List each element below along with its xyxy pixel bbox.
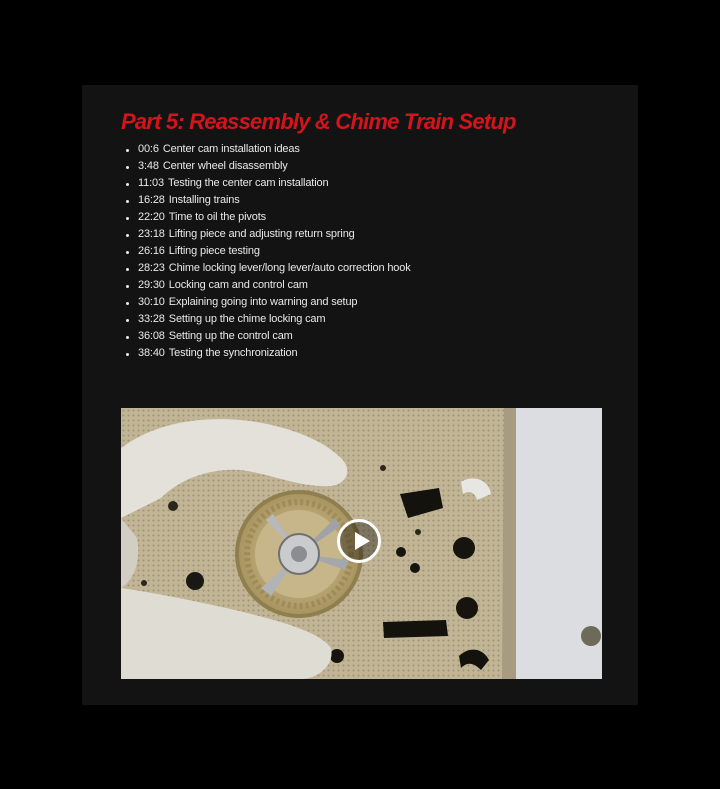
chapter-timestamp: 29:30: [138, 279, 165, 291]
list-item[interactable]: [138, 328, 411, 345]
play-button[interactable]: [337, 519, 381, 563]
list-item[interactable]: [138, 226, 411, 243]
section-title: Part 5: Reassembly & Chime Train Setup: [121, 109, 516, 134]
chapter-timestamp: 26:16: [138, 245, 165, 257]
chapter-timestamp: 30:10: [138, 296, 165, 308]
list-item[interactable]: [138, 192, 411, 209]
chapter-list: [121, 141, 411, 362]
list-item[interactable]: [138, 141, 411, 158]
chapter-timestamp: 38:40: [138, 347, 165, 359]
chapter-label: Setting up the chime locking cam: [168, 313, 326, 325]
chapter-label: Locking cam and control cam: [168, 279, 308, 291]
chapter-label: Explaining going into warning and setup: [168, 296, 358, 308]
chapter-label: Testing the synchronization: [168, 347, 298, 359]
chapter-label: Time to oil the pivots: [168, 211, 266, 223]
chapter-timestamp: 23:18: [138, 228, 165, 240]
chapter-label: Lifting piece and adjusting return spring: [168, 228, 355, 240]
chapter-timestamp: 33:28: [138, 313, 165, 325]
chapter-timestamp: 00:6: [138, 143, 159, 155]
list-item[interactable]: [138, 158, 411, 175]
content-card: [82, 85, 638, 705]
list-item[interactable]: [138, 345, 411, 362]
list-item[interactable]: [138, 311, 411, 328]
list-item[interactable]: [138, 243, 411, 260]
chapter-label: Testing the center cam installation: [167, 177, 329, 189]
list-item[interactable]: [138, 277, 411, 294]
chapter-label: Chime locking lever/long lever/auto correction hook: [168, 262, 411, 274]
list-item[interactable]: [138, 294, 411, 311]
chapter-label: Center wheel disassembly: [162, 160, 288, 172]
list-item[interactable]: [138, 175, 411, 192]
chapter-timestamp: 3:48: [138, 160, 159, 172]
chapter-timestamp: 22:20: [138, 211, 165, 223]
chapter-label: Center cam installation ideas: [162, 143, 300, 155]
chapter-label: Installing trains: [168, 194, 240, 206]
chapter-timestamp: 16:28: [138, 194, 165, 206]
list-item[interactable]: [138, 209, 411, 226]
video-player[interactable]: [121, 408, 602, 679]
chapter-label: Setting up the control cam: [168, 330, 293, 342]
chapter-timestamp: 36:08: [138, 330, 165, 342]
list-item[interactable]: [138, 260, 411, 277]
chapter-timestamp: 28:23: [138, 262, 165, 274]
chapter-label: Lifting piece testing: [168, 245, 260, 257]
chapter-timestamp: 11:03: [138, 177, 164, 189]
